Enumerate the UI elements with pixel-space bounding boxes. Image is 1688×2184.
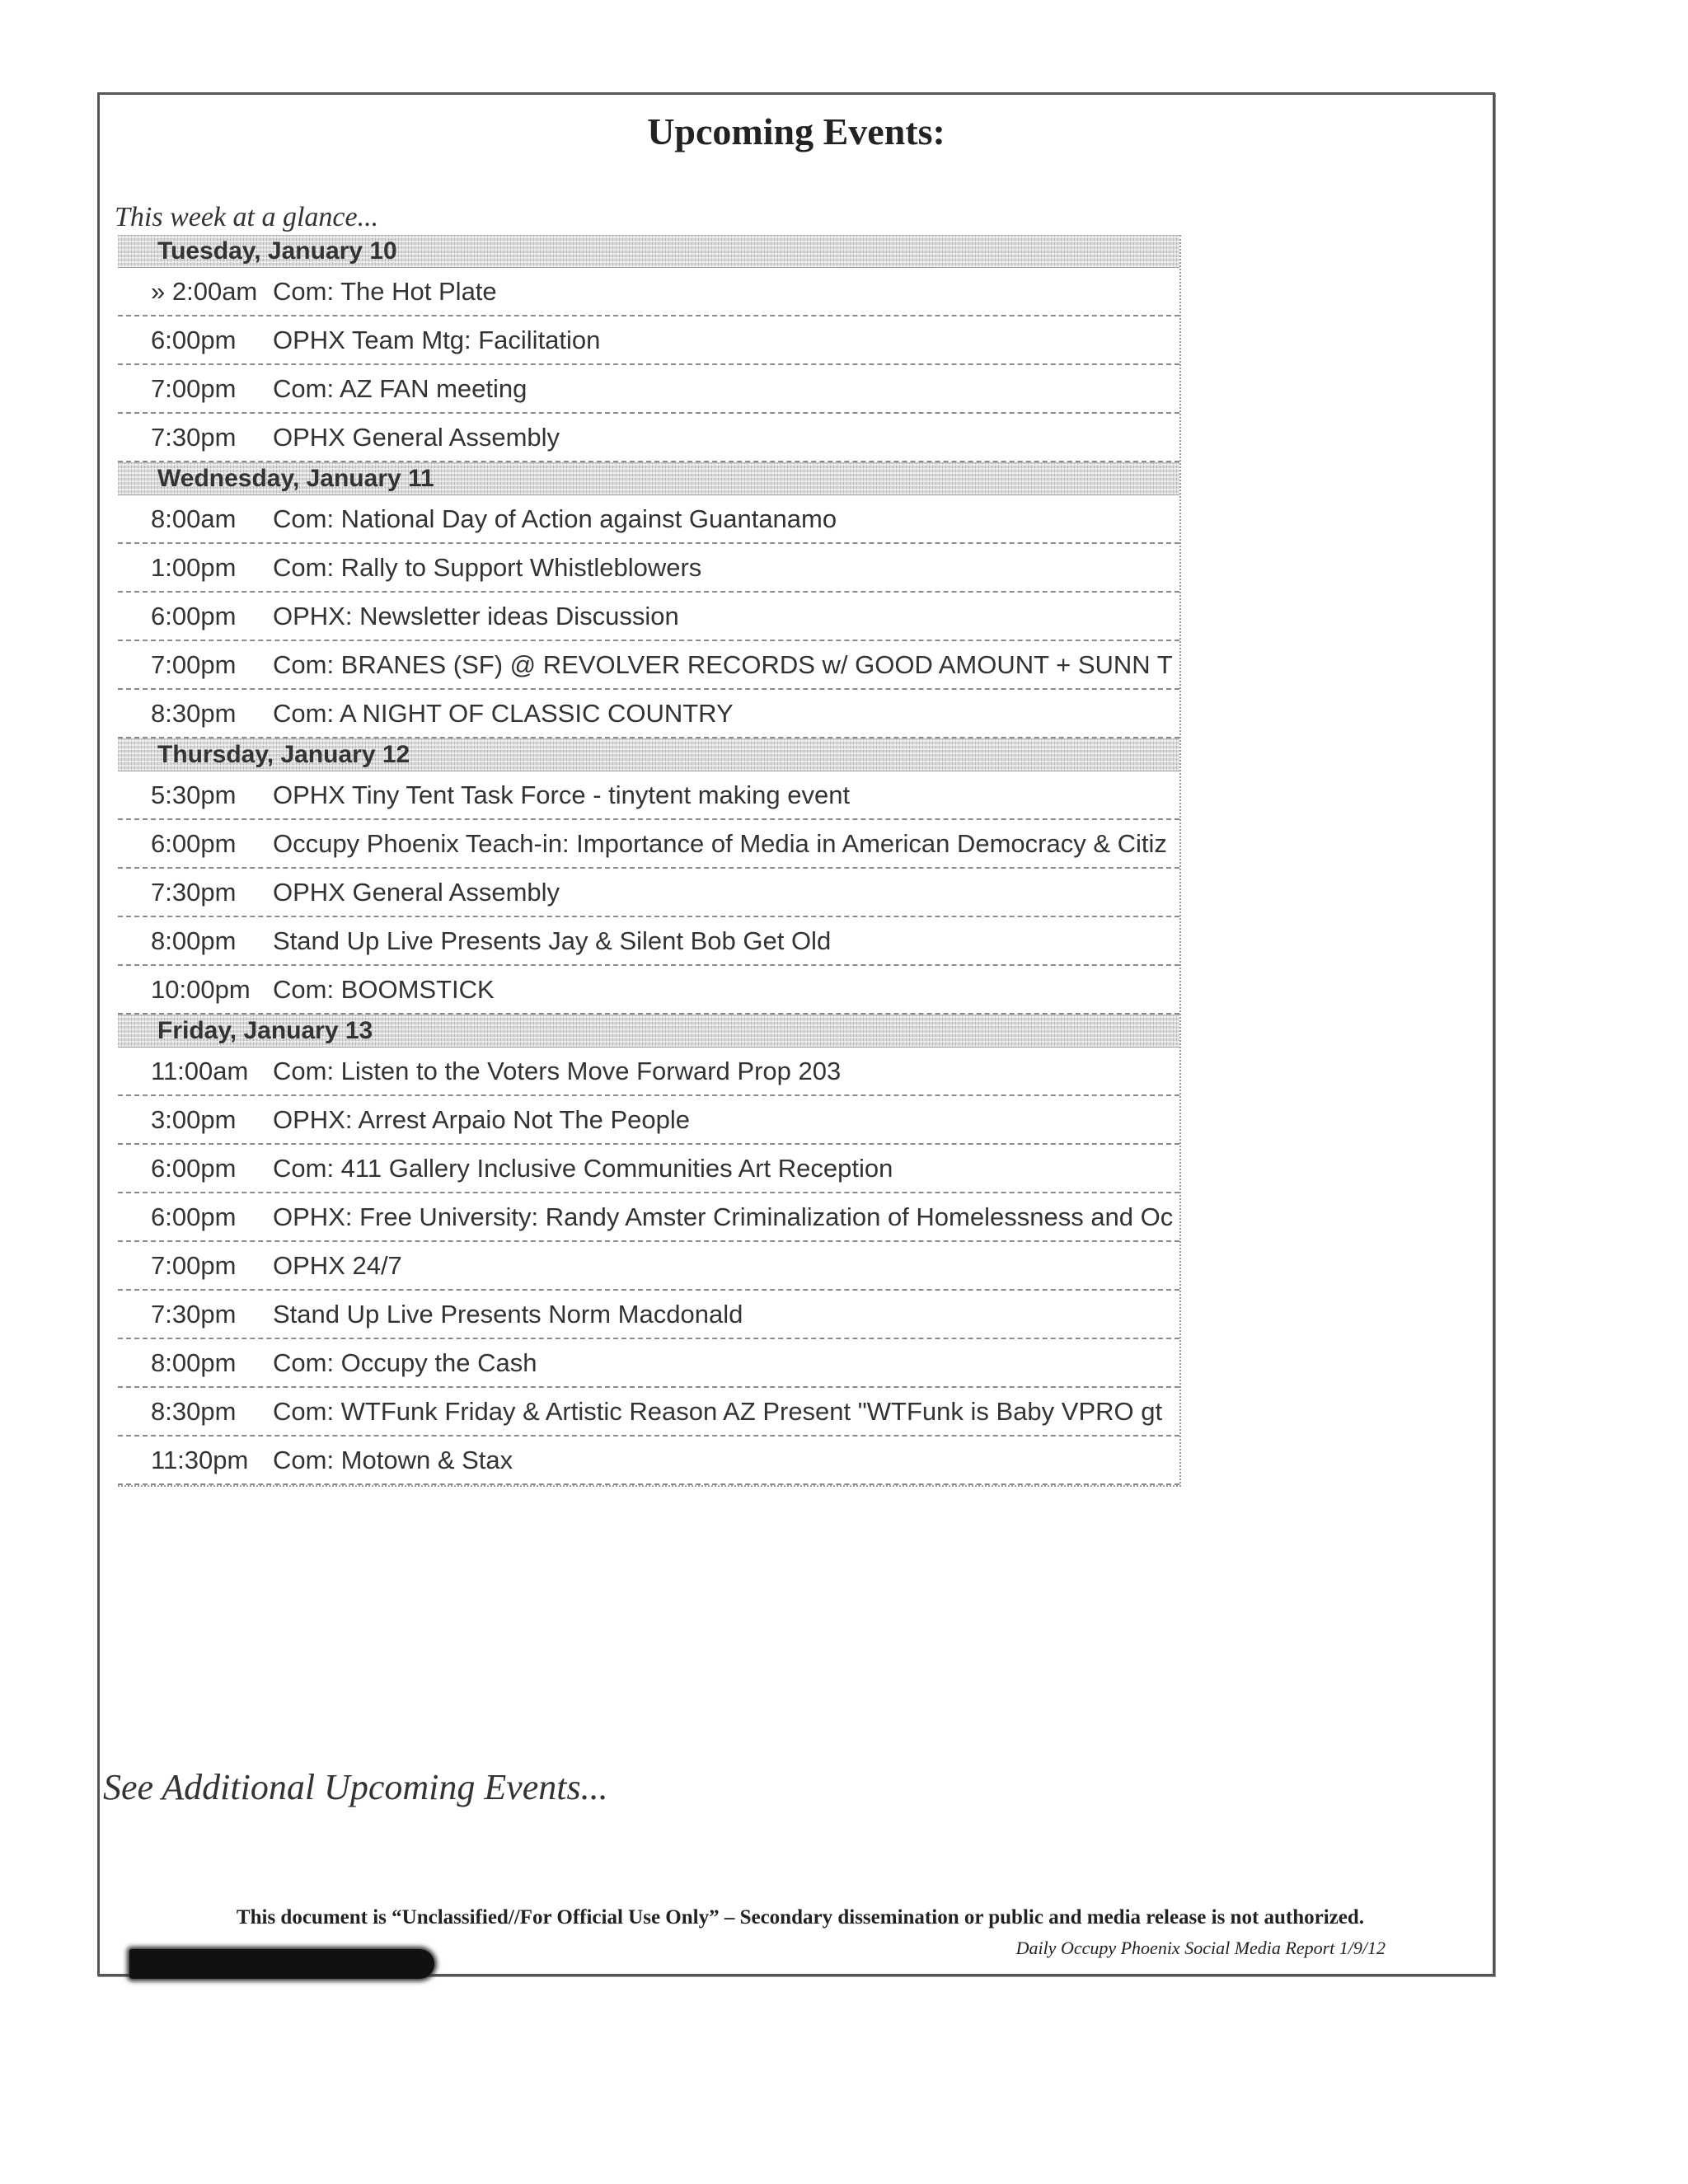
day-header: Friday, January 13 bbox=[118, 1015, 1179, 1047]
report-label: Daily Occupy Phoenix Social Media Report 1/9/12 bbox=[1015, 1938, 1386, 1958]
event-row[interactable] bbox=[118, 1096, 1179, 1145]
event-time: 3:00pm bbox=[151, 1104, 237, 1134]
event-name: Com: 411 Gallery Inclusive Communities Art Reception bbox=[273, 1153, 893, 1183]
event-row[interactable] bbox=[118, 1242, 1179, 1291]
event-time: 8:00am bbox=[151, 504, 237, 533]
day-header: Wednesday, January 11 bbox=[118, 462, 1179, 495]
event-row[interactable] bbox=[118, 1436, 1179, 1485]
event-row[interactable] bbox=[118, 917, 1179, 966]
see-more-link[interactable]: See Additional Upcoming Events... bbox=[103, 1767, 608, 1807]
event-name: OPHX Tiny Tent Task Force - tinytent making event bbox=[273, 780, 851, 809]
event-time: 8:30pm bbox=[151, 698, 237, 728]
events-schedule bbox=[118, 235, 1181, 1487]
event-time: 6:00pm bbox=[151, 601, 237, 630]
event-row[interactable] bbox=[118, 1047, 1179, 1096]
redaction-mark bbox=[129, 1949, 434, 1979]
event-time: » 2:00am bbox=[151, 276, 258, 306]
event-time: 7:00pm bbox=[151, 649, 237, 679]
event-row[interactable] bbox=[118, 1193, 1179, 1242]
event-time: 7:30pm bbox=[151, 422, 237, 452]
event-row[interactable] bbox=[118, 820, 1179, 869]
event-name: Com: AZ FAN meeting bbox=[273, 373, 528, 403]
event-name: Com: BOOMSTICK bbox=[273, 974, 495, 1004]
event-time: 5:30pm bbox=[151, 780, 237, 809]
subtitle: This week at a glance... bbox=[115, 202, 379, 232]
event-name: Com: The Hot Plate bbox=[273, 276, 497, 306]
event-row[interactable] bbox=[118, 365, 1179, 414]
event-time: 11:30pm bbox=[151, 1445, 249, 1474]
day-header: Tuesday, January 10 bbox=[118, 235, 1179, 268]
event-name: OPHX: Newsletter ideas Discussion bbox=[273, 601, 679, 630]
event-time: 7:30pm bbox=[151, 877, 237, 907]
document-frame bbox=[97, 92, 1495, 1976]
event-time: 8:00pm bbox=[151, 926, 237, 955]
event-row[interactable] bbox=[118, 593, 1179, 641]
event-time: 6:00pm bbox=[151, 1153, 237, 1183]
event-row[interactable] bbox=[118, 414, 1179, 462]
event-time: 1:00pm bbox=[151, 552, 237, 582]
page-title: Upcoming Events: bbox=[647, 110, 945, 152]
event-name: OPHX 24/7 bbox=[273, 1250, 402, 1280]
event-name: Occupy Phoenix Teach-in: Importance of Media in American Democracy & Citiz bbox=[273, 828, 1167, 858]
event-name: OPHX General Assembly bbox=[273, 877, 560, 907]
event-row[interactable] bbox=[118, 1339, 1179, 1388]
event-row[interactable] bbox=[118, 641, 1179, 690]
event-time: 8:30pm bbox=[151, 1396, 237, 1426]
event-name: OPHX: Arrest Arpaio Not The People bbox=[273, 1104, 691, 1134]
event-time: 6:00pm bbox=[151, 1202, 237, 1231]
event-time: 7:00pm bbox=[151, 373, 237, 403]
event-name: Com: WTFunk Friday & Artistic Reason AZ Present "WTFunk is Baby VPRO gt bbox=[273, 1396, 1163, 1426]
day-header: Thursday, January 12 bbox=[118, 738, 1179, 771]
event-row[interactable] bbox=[118, 1388, 1179, 1436]
event-name: Com: Motown & Stax bbox=[273, 1445, 513, 1474]
event-name: Stand Up Live Presents Jay & Silent Bob Get Old bbox=[273, 926, 832, 955]
event-time: 6:00pm bbox=[151, 325, 237, 354]
event-row[interactable] bbox=[118, 690, 1179, 738]
event-row[interactable] bbox=[118, 1291, 1179, 1339]
event-name: Com: Occupy the Cash bbox=[273, 1347, 537, 1377]
event-name: Com: Listen to the Voters Move Forward Prop 203 bbox=[273, 1056, 842, 1085]
event-name: OPHX Team Mtg: Facilitation bbox=[273, 325, 601, 354]
event-row[interactable] bbox=[118, 869, 1179, 917]
classification-notice: This document is “Unclassified//For Official Use Only” – Secondary dissemination or public and media release is not authorized. bbox=[236, 1906, 1365, 1929]
event-time: 7:00pm bbox=[151, 1250, 237, 1280]
event-time: 7:30pm bbox=[151, 1299, 237, 1329]
event-row[interactable] bbox=[118, 316, 1179, 365]
event-name: Stand Up Live Presents Norm Macdonald bbox=[273, 1299, 743, 1329]
event-name: Com: BRANES (SF) @ REVOLVER RECORDS w/ GOOD AMOUNT + SUNN T bbox=[273, 649, 1173, 679]
event-row[interactable] bbox=[118, 544, 1179, 593]
event-row[interactable] bbox=[118, 495, 1179, 544]
event-name: Com: National Day of Action against Guantanamo bbox=[273, 504, 837, 533]
event-row[interactable] bbox=[118, 268, 1179, 316]
event-time: 6:00pm bbox=[151, 828, 237, 858]
event-row[interactable] bbox=[118, 966, 1179, 1015]
event-time: 10:00pm bbox=[151, 974, 251, 1004]
event-name: Com: Rally to Support Whistleblowers bbox=[273, 552, 702, 582]
event-row[interactable] bbox=[118, 771, 1179, 820]
event-name: OPHX General Assembly bbox=[273, 422, 560, 452]
event-name: OPHX: Free University: Randy Amster Criminalization of Homelessness and Oc bbox=[273, 1202, 1174, 1231]
event-time: 8:00pm bbox=[151, 1347, 237, 1377]
event-time: 11:00am bbox=[151, 1056, 249, 1085]
event-name: Com: A NIGHT OF CLASSIC COUNTRY bbox=[273, 698, 734, 728]
event-row[interactable] bbox=[118, 1145, 1179, 1193]
